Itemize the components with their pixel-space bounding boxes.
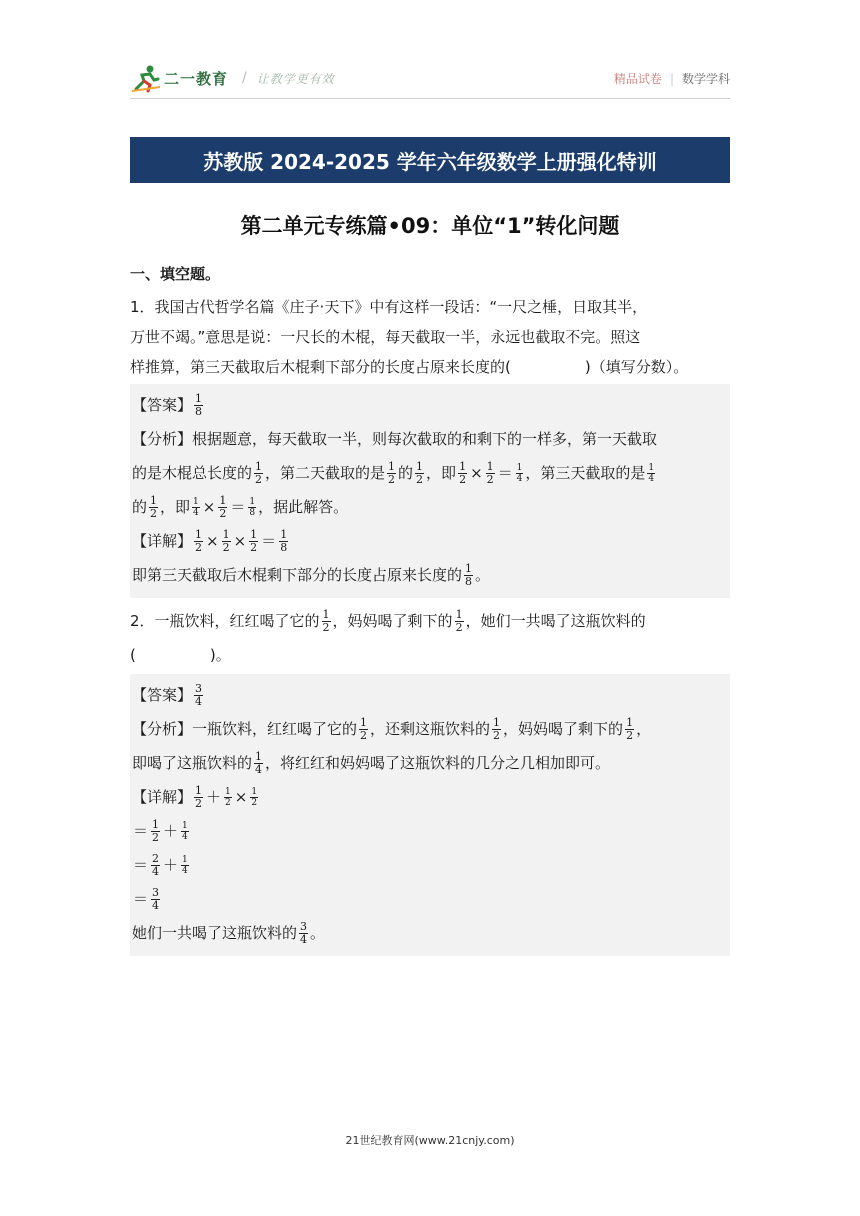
text: 的是木棍总长度的 bbox=[132, 464, 253, 482]
numerator: 1 bbox=[360, 715, 368, 729]
denominator: 8 bbox=[249, 507, 256, 518]
page-header bbox=[130, 62, 730, 102]
numerator: 1 bbox=[150, 493, 158, 507]
fraction bbox=[151, 853, 160, 878]
text: 的 bbox=[132, 498, 148, 516]
numerator: 1 bbox=[465, 561, 473, 575]
numerator: 1 bbox=[251, 786, 258, 797]
solution-2 bbox=[130, 674, 730, 956]
denominator: 4 bbox=[152, 898, 160, 912]
text: 的 bbox=[398, 464, 414, 482]
title-banner: 苏教版 2024-2025 学年六年级数学上册强化特训 bbox=[130, 137, 730, 183]
numerator: 1 bbox=[322, 607, 330, 621]
fraction bbox=[516, 463, 524, 484]
analysis-label: 【分析】 bbox=[132, 720, 193, 738]
fraction bbox=[458, 461, 467, 486]
denominator: 2 bbox=[250, 540, 258, 554]
question-1 bbox=[130, 292, 730, 382]
text: 即喝了这瓶饮料的 bbox=[132, 754, 253, 772]
fraction bbox=[250, 787, 258, 808]
text: ，第二天截取的是 bbox=[265, 464, 386, 482]
tag-subject: 数学学科 bbox=[681, 72, 730, 86]
analysis-line bbox=[132, 456, 728, 490]
numerator: 1 bbox=[195, 391, 203, 405]
denominator: 2 bbox=[195, 796, 203, 810]
conclusion-line bbox=[132, 558, 728, 592]
operator: × bbox=[233, 532, 247, 550]
denominator: 2 bbox=[150, 506, 158, 520]
numerator: 1 bbox=[182, 854, 188, 865]
numerator: 1 bbox=[225, 786, 231, 797]
operator: ＋ bbox=[163, 856, 179, 874]
text: 她们一共喝了这瓶饮料的 bbox=[132, 924, 298, 942]
denominator: 4 bbox=[152, 864, 160, 878]
fraction bbox=[299, 921, 308, 946]
numerator: 1 bbox=[182, 820, 188, 831]
denominator: 2 bbox=[225, 797, 231, 808]
numerator: 3 bbox=[152, 885, 160, 899]
numerator: 1 bbox=[152, 817, 160, 831]
denominator: 4 bbox=[300, 932, 308, 946]
fraction bbox=[455, 609, 464, 634]
fraction bbox=[194, 683, 203, 708]
fraction bbox=[322, 609, 331, 634]
text: 一瓶饮料，红红喝了它的 bbox=[192, 720, 358, 738]
detail-line bbox=[132, 780, 728, 814]
detail-line bbox=[132, 814, 728, 848]
text: 即第三天截取后木棍剩下部分的长度占原来长度的 bbox=[132, 566, 463, 584]
operator: ＝ bbox=[230, 498, 246, 516]
operator: ＝ bbox=[133, 890, 149, 908]
text: 。 bbox=[310, 924, 326, 942]
analysis-line bbox=[132, 422, 728, 456]
text: ，即 bbox=[160, 498, 191, 516]
denominator: 2 bbox=[459, 472, 467, 486]
numerator: 2 bbox=[152, 851, 160, 865]
denominator: 2 bbox=[251, 797, 258, 808]
question-2 bbox=[130, 604, 730, 672]
numerator: 1 bbox=[455, 607, 463, 621]
fraction bbox=[151, 887, 160, 912]
question-text: 1．我国古代哲学名篇《庄子·天下》中有这样一段话：“一尺之棰，日取其半， bbox=[130, 298, 648, 316]
fraction bbox=[359, 717, 368, 742]
text: )。 bbox=[209, 646, 231, 664]
fraction bbox=[218, 495, 227, 520]
brand-logo bbox=[130, 62, 335, 94]
operator: ＋ bbox=[163, 822, 179, 840]
denominator: 2 bbox=[219, 506, 227, 520]
fraction bbox=[486, 461, 495, 486]
numerator: 1 bbox=[459, 459, 467, 473]
operator: ＋ bbox=[206, 788, 222, 806]
numerator: 3 bbox=[300, 919, 308, 933]
text: ，据此解答。 bbox=[258, 498, 349, 516]
header-tags bbox=[614, 70, 730, 87]
fraction bbox=[464, 563, 473, 588]
fraction bbox=[181, 821, 189, 842]
text: ，她们一共喝了这瓶饮料的 bbox=[465, 612, 646, 630]
content bbox=[130, 262, 730, 962]
fraction bbox=[647, 463, 655, 484]
fraction bbox=[194, 393, 203, 418]
numerator: 1 bbox=[255, 749, 263, 763]
tag-premium: 精品试卷 bbox=[613, 72, 662, 86]
question-text bbox=[130, 352, 730, 382]
numerator: 1 bbox=[250, 527, 258, 541]
detail-line bbox=[132, 524, 728, 558]
numerator: 1 bbox=[493, 715, 501, 729]
text: )（填写分数）。 bbox=[584, 358, 689, 376]
operator: ＝ bbox=[497, 464, 513, 482]
detail-label: 【详解】 bbox=[132, 532, 193, 550]
numerator: 1 bbox=[486, 459, 494, 473]
numerator: 1 bbox=[222, 527, 230, 541]
brand-slogan: 让教学更有效 bbox=[256, 71, 335, 86]
text: 根据题意，每天截取一半，则每次截取的和剩下的一样多，第一天截取 bbox=[192, 430, 658, 448]
fraction bbox=[194, 529, 203, 554]
numerator: 1 bbox=[388, 459, 396, 473]
denominator: 2 bbox=[486, 472, 494, 486]
denominator: 2 bbox=[322, 620, 330, 634]
fraction bbox=[151, 819, 160, 844]
runner-logo-icon bbox=[130, 63, 162, 93]
numerator: 1 bbox=[416, 459, 424, 473]
analysis-line bbox=[132, 746, 728, 780]
text: 2．一瓶饮料，红红喝了它的 bbox=[130, 612, 320, 630]
answer-line bbox=[132, 678, 728, 712]
detail-line bbox=[132, 848, 728, 882]
fraction bbox=[249, 529, 258, 554]
denominator: 2 bbox=[195, 540, 203, 554]
denominator: 2 bbox=[455, 620, 463, 634]
numerator: 1 bbox=[195, 527, 203, 541]
numerator: 1 bbox=[219, 493, 227, 507]
text: ，还剩这瓶饮料的 bbox=[370, 720, 491, 738]
numerator: 1 bbox=[516, 462, 523, 473]
fraction bbox=[254, 751, 263, 776]
brand-name: 二一教育 bbox=[164, 69, 229, 88]
denominator: 2 bbox=[493, 728, 501, 742]
denominator: 4 bbox=[182, 831, 188, 842]
numerator: 1 bbox=[648, 462, 655, 473]
operator: × bbox=[206, 532, 219, 550]
analysis-line bbox=[132, 712, 728, 746]
denominator: 4 bbox=[193, 507, 199, 518]
operator: × bbox=[470, 464, 483, 482]
denominator: 2 bbox=[416, 472, 424, 486]
fraction bbox=[181, 855, 189, 876]
fraction bbox=[279, 529, 288, 554]
text: 样推算，第三天截取后木棍剩下部分的长度占原来长度的( bbox=[130, 358, 511, 376]
denominator: 2 bbox=[222, 540, 230, 554]
text: ，妈妈喝了剩下的 bbox=[332, 612, 453, 630]
fraction bbox=[248, 497, 256, 518]
denominator: 8 bbox=[195, 404, 203, 418]
solution-1 bbox=[130, 384, 730, 598]
section-heading: 一、填空题。 bbox=[130, 265, 221, 283]
text: ， bbox=[636, 720, 652, 738]
divider: | bbox=[669, 71, 674, 86]
numerator: 1 bbox=[249, 496, 256, 507]
denominator: 4 bbox=[195, 694, 203, 708]
fraction bbox=[254, 461, 263, 486]
answer-label: 【答案】 bbox=[132, 396, 193, 414]
denominator: 4 bbox=[516, 473, 523, 484]
question-text bbox=[130, 604, 730, 638]
analysis-line bbox=[132, 490, 728, 524]
divider: / bbox=[242, 70, 247, 86]
numerator: 1 bbox=[626, 715, 634, 729]
fraction bbox=[149, 495, 158, 520]
question-text: 万世不竭。”意思是说：一尺长的木棍，每天截取一半，永远也截取不完。照这 bbox=[130, 328, 641, 346]
question-text bbox=[130, 638, 730, 672]
header-rule bbox=[130, 98, 730, 99]
denominator: 2 bbox=[626, 728, 634, 742]
page-subtitle: 第二单元专练篇•09：单位“1”转化问题 bbox=[240, 214, 620, 238]
denominator: 8 bbox=[465, 574, 473, 588]
denominator: 4 bbox=[255, 762, 263, 776]
fraction bbox=[224, 787, 232, 808]
fraction bbox=[194, 785, 203, 810]
text: ，即 bbox=[426, 464, 457, 482]
detail-line bbox=[132, 882, 728, 916]
denominator: 4 bbox=[648, 473, 655, 484]
detail-label: 【详解】 bbox=[132, 788, 193, 806]
page-footer: 21世纪教育网(www.21cnjy.com) bbox=[345, 1134, 515, 1147]
text: ，妈妈喝了剩下的 bbox=[503, 720, 624, 738]
fraction bbox=[625, 717, 634, 742]
answer-label: 【答案】 bbox=[132, 686, 193, 704]
numerator: 1 bbox=[195, 783, 203, 797]
denominator: 2 bbox=[388, 472, 396, 486]
operator: ＝ bbox=[133, 822, 149, 840]
operator: × bbox=[234, 788, 248, 806]
text: ，将红红和妈妈喝了这瓶饮料的几分之几相加即可。 bbox=[265, 754, 611, 772]
fraction bbox=[387, 461, 396, 486]
text: ，第三天截取的是 bbox=[525, 464, 646, 482]
denominator: 8 bbox=[280, 540, 288, 554]
conclusion-line bbox=[132, 916, 728, 950]
numerator: 3 bbox=[195, 681, 203, 695]
fraction bbox=[222, 529, 231, 554]
denominator: 2 bbox=[360, 728, 368, 742]
numerator: 1 bbox=[193, 496, 199, 507]
denominator: 2 bbox=[255, 472, 263, 486]
denominator: 4 bbox=[182, 865, 188, 876]
numerator: 1 bbox=[255, 459, 263, 473]
operator: ＝ bbox=[133, 856, 149, 874]
denominator: 2 bbox=[152, 830, 160, 844]
fraction bbox=[192, 497, 200, 518]
fraction bbox=[415, 461, 424, 486]
numerator: 1 bbox=[280, 527, 288, 541]
text: 。 bbox=[475, 566, 491, 584]
text: ( bbox=[130, 646, 136, 664]
operator: × bbox=[202, 498, 216, 516]
analysis-label: 【分析】 bbox=[132, 430, 193, 448]
operator: ＝ bbox=[261, 532, 277, 550]
fraction bbox=[492, 717, 501, 742]
answer-line bbox=[132, 388, 728, 422]
